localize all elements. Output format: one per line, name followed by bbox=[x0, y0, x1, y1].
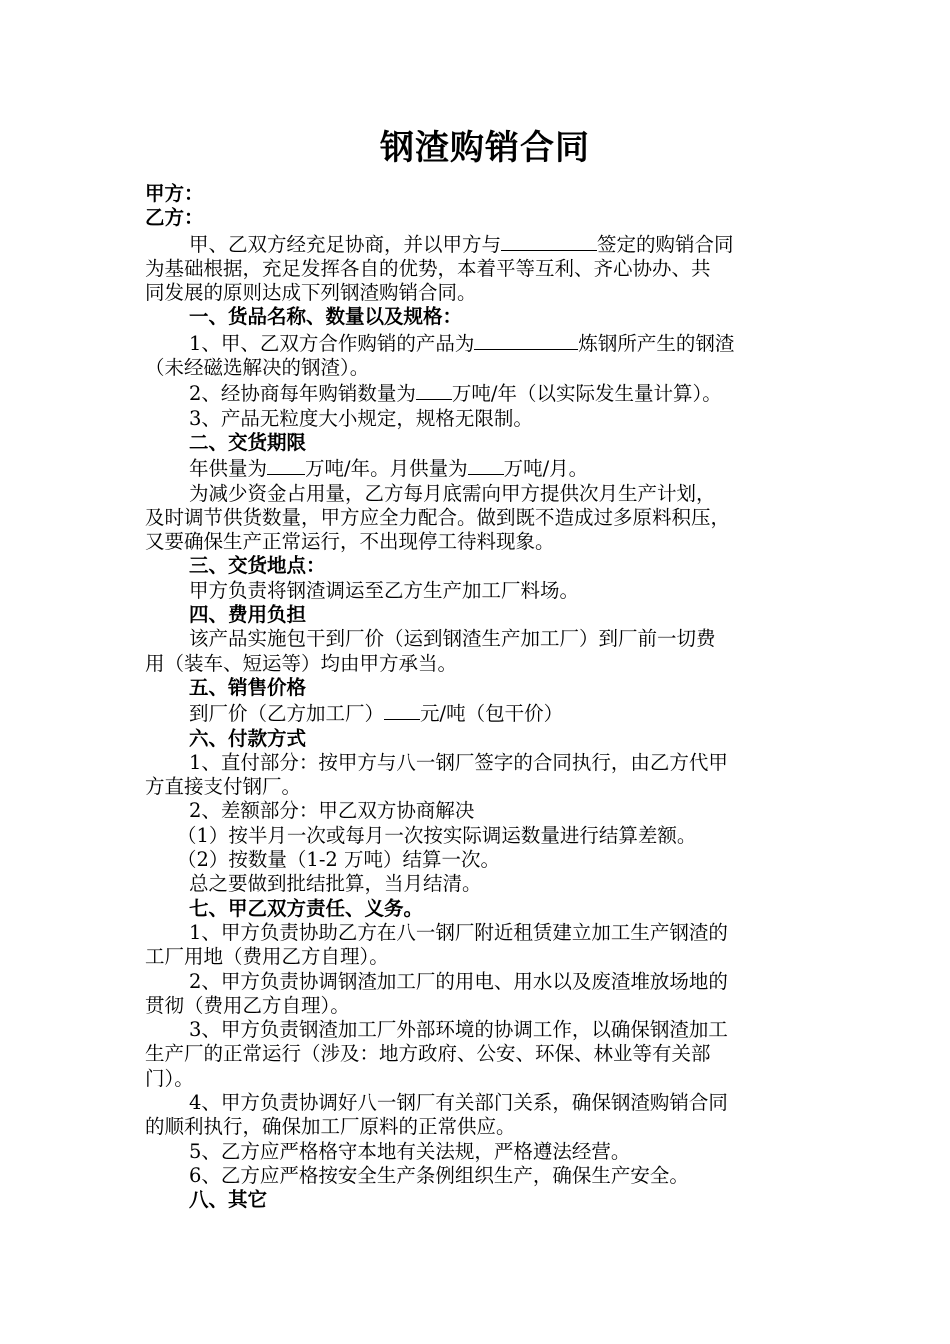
blank-field bbox=[474, 330, 578, 350]
clause-text: 万吨/年（以实际发生量计算）。 bbox=[451, 382, 722, 406]
clause-text: 2、经协商每年购销数量为 bbox=[189, 382, 416, 406]
clause-line bbox=[145, 330, 815, 356]
section-heading: 八、其它 bbox=[189, 1188, 268, 1212]
clause-line: 总之要做到批结批算，当月结清。 bbox=[189, 872, 482, 896]
clause-line: 方直接支付钢厂。 bbox=[145, 775, 302, 799]
clause-text: 到厂价（乙方加工厂） bbox=[189, 702, 385, 726]
clause-line: 2、甲方负责协调钢渣加工厂的用电、用水以及废渣堆放场地的 bbox=[189, 969, 728, 993]
section-heading: 三、交货地点： bbox=[189, 554, 326, 578]
section-heading: 一、货品名称、数量以及规格： bbox=[189, 305, 463, 329]
clause-line: 甲方负责将钢渣调运至乙方生产加工厂料场。 bbox=[189, 578, 580, 602]
section-heading: 四、费用负担 bbox=[189, 603, 307, 627]
blank-field bbox=[416, 380, 452, 400]
clause-line: 门）。 bbox=[145, 1066, 194, 1090]
section-heading: 六、付款方式 bbox=[189, 726, 307, 750]
clause-line: 工厂用地（费用乙方自理）。 bbox=[145, 945, 389, 969]
intro-text: 甲、乙双方经充足协商，并以甲方与 bbox=[189, 232, 502, 256]
clause-line: 又要确保生产正常运行，不出现停工待料现象。 bbox=[145, 530, 555, 554]
clause-line: 1、甲方负责协助乙方在八一钢厂附近租赁建立加工生产钢渣的 bbox=[189, 920, 728, 944]
clause-text: 万吨/年。月供量为 bbox=[305, 457, 468, 481]
clause-line: 4、甲方负责协调好八一钢厂有关部门关系，确保钢渣购销合同 bbox=[189, 1090, 728, 1114]
clause-text: 元/吨（包干价） bbox=[420, 702, 564, 726]
clause-line: 3、产品无粒度大小规定，规格无限制。 bbox=[189, 406, 533, 430]
blank-field bbox=[501, 231, 597, 251]
blank-field bbox=[384, 700, 420, 720]
clause-text: 1、甲、乙双方合作购销的产品为 bbox=[189, 331, 475, 355]
blank-field bbox=[267, 455, 305, 475]
clause-line bbox=[145, 455, 815, 481]
clause-line: 生产厂的正常运行（涉及：地方政府、公安、环保、林业等有关部 bbox=[145, 1042, 711, 1066]
clause-line: 1、直付部分：按甲方与八一钢厂签字的合同执行，由乙方代甲 bbox=[189, 750, 728, 774]
clause-line: 为减少资金占用量，乙方每月底需向甲方提供次月生产计划， bbox=[189, 481, 716, 505]
intro-paragraph-line: 同发展的原则达成下列钢渣购销合同。 bbox=[145, 281, 477, 305]
intro-paragraph-line bbox=[145, 231, 815, 257]
clause-line: （2）按数量（1-2 万吨）结算一次。 bbox=[177, 848, 501, 872]
clause-line: （1）按半月一次或每月一次按实际调运数量进行结算差额。 bbox=[177, 823, 697, 847]
clause-line: 贯彻（费用乙方自理）。 bbox=[145, 993, 350, 1017]
party-b-label: 乙方： bbox=[145, 206, 204, 230]
clause-line: 5、乙方应严格格守本地有关法规，严格遵法经营。 bbox=[189, 1139, 631, 1163]
blank-field bbox=[468, 455, 504, 475]
clause-line: 3、甲方负责钢渣加工厂外部环境的协调工作，以确保钢渣加工 bbox=[189, 1018, 728, 1042]
clause-line: 6、乙方应严格按安全生产条例组织生产，确保生产安全。 bbox=[189, 1163, 689, 1187]
clause-line: 2、差额部分：甲乙双方协商解决 bbox=[189, 799, 475, 823]
clause-text: 万吨/月。 bbox=[503, 457, 589, 481]
clause-line: 该产品实施包干到厂价（运到钢渣生产加工厂）到厂前一切费 bbox=[189, 627, 716, 651]
section-heading: 二、交货期限 bbox=[189, 430, 307, 454]
contract-page bbox=[145, 120, 815, 1212]
document-title: 钢渣购销合同 bbox=[380, 128, 590, 168]
party-a-label: 甲方： bbox=[145, 182, 204, 205]
intro-paragraph-line: 为基础根据，充足发挥各自的优势，本着平等互利、齐心协办、共 bbox=[145, 256, 711, 280]
clause-line bbox=[145, 380, 815, 406]
clause-line: 用（装车、短运等）均由甲方承当。 bbox=[145, 651, 458, 675]
section-heading: 七、甲乙双方责任、义务。 bbox=[189, 896, 424, 920]
clause-line: 的顺利执行，确保加工厂原料的正常供应。 bbox=[145, 1115, 516, 1139]
clause-text: 年供量为 bbox=[189, 457, 268, 481]
intro-text: 签定的购销合同 bbox=[597, 232, 734, 256]
clause-text: 炼钢所产生的钢渣 bbox=[578, 331, 735, 355]
clause-line bbox=[145, 700, 815, 726]
clause-line: （未经磁选解决的钢渣）。 bbox=[145, 356, 370, 380]
clause-line: 及时调节供货数量，甲方应全力配合。做到既不造成过多原料积压， bbox=[145, 505, 731, 529]
section-heading: 五、销售价格 bbox=[189, 675, 307, 699]
